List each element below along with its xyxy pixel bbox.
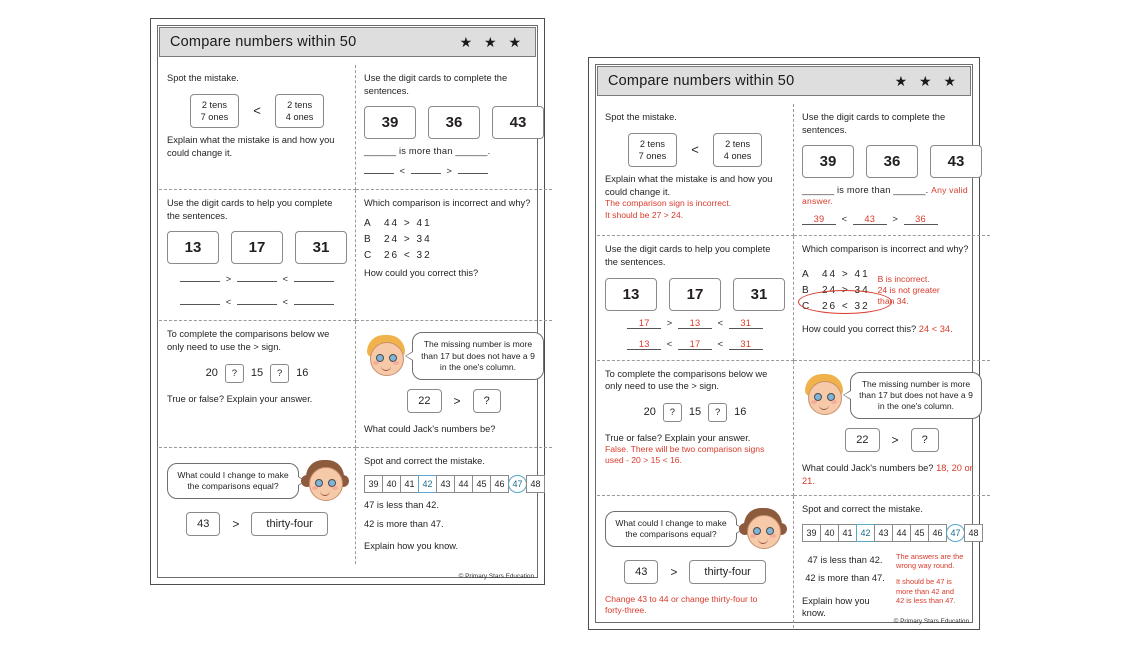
q6-right-value: ? [911, 428, 939, 452]
q3-line-1-answered [605, 318, 785, 329]
footer-credit: © Primary Stars Education [458, 573, 534, 580]
q4-correct-row [802, 324, 982, 334]
option-expression: 24 > 34 [822, 284, 870, 296]
q5-num-2: 15 [688, 406, 702, 419]
q7-speech [605, 507, 785, 551]
q6-speech-bubble: The missing number is more than 17 but does not have a 9 in the one's column. [850, 372, 982, 420]
q7-speech [167, 459, 347, 503]
question-8-answered [794, 496, 990, 628]
strip-cell: 43 [436, 475, 455, 493]
q1-answer-line1: The comparison sign is incorrect. [605, 198, 732, 209]
q6-speech [802, 372, 982, 420]
question-5-answered [597, 361, 794, 497]
q2-sentence: ______ is more than ______. [802, 185, 929, 196]
option-expression: 24 > 34 [384, 233, 432, 245]
q8-line-2: 42 is more than 47. [805, 573, 885, 584]
q1-left-box [628, 133, 678, 168]
question-7-answered [597, 496, 794, 628]
strip-cell: 43 [874, 524, 893, 542]
q6-speech-bubble: The missing number is more than 17 but does not have a 9 in the one's column. [412, 332, 544, 380]
q5-num-3: 16 [296, 367, 309, 380]
q2-compare-blank: < > [364, 163, 544, 176]
q3-digit-cards [605, 278, 785, 311]
face-shape [370, 342, 404, 376]
digit-card: 36 [866, 145, 918, 178]
q8-line-1: 47 is less than 42. [364, 500, 439, 511]
worksheet-blank [150, 18, 545, 585]
q8-note-line1: The answers are the [896, 551, 964, 561]
blank-line [364, 163, 394, 174]
option-label: C [802, 300, 810, 312]
digit-card: 17 [669, 278, 721, 311]
q3-digit-cards [167, 231, 347, 264]
blank-line [294, 271, 334, 282]
q1-right-line1: 2 tens [287, 99, 313, 110]
strip-cell: 45 [910, 524, 929, 542]
question-3-answered [597, 236, 794, 360]
option-expression: 26 < 32 [822, 300, 870, 312]
q6-right-value: ? [473, 389, 501, 413]
q3-l1-a1: 17 [627, 318, 661, 329]
q7-speech-bubble: What could I change to make the comparisons equal? [167, 463, 299, 499]
q1-prompt: Spot the mistake. [605, 112, 677, 122]
q5-comparison [605, 403, 785, 422]
q4-note-line2: 24 is not greater [877, 285, 940, 296]
q6-comparison [364, 389, 544, 413]
q4-option-a [802, 269, 870, 280]
q5-num-1: 20 [205, 367, 218, 380]
strip-cell: 41 [838, 524, 857, 542]
q2-answer-1: 39 [802, 214, 836, 225]
q2-sentence-row [802, 185, 982, 207]
q8-note-line3: It should be 47 is [896, 576, 952, 586]
q5-answer-line2: used - 20 > 15 < 16. [605, 455, 682, 466]
q6-comparison [802, 428, 982, 452]
option-expression: 26 < 32 [384, 249, 432, 261]
q1-right-line2: 4 ones [723, 150, 752, 161]
q2-digit-cards [364, 106, 544, 139]
digit-card: 31 [733, 278, 785, 311]
q4-options [364, 218, 544, 261]
q3-l1-sign2: < [717, 317, 724, 328]
q7-answer-line1: Change 43 to 44 or change thirty-four to [605, 594, 758, 605]
q1-explain: Explain what the mistake is and how you could change it. [605, 174, 773, 197]
q2-answer-2: 43 [853, 214, 887, 225]
q4-options [802, 264, 870, 317]
q1-left-line2: 7 ones [638, 150, 667, 161]
q8-prompt: Spot and correct the mistake. [802, 504, 923, 515]
worksheet-answers [588, 57, 980, 630]
question-2-answered [794, 104, 990, 236]
q6-question: What could Jack's numbers be? [364, 423, 496, 434]
q6-speech [364, 332, 544, 380]
q1-answer-line2: It should be 27 > 24. [605, 209, 684, 220]
strip-cell: 44 [892, 524, 911, 542]
q2-sentence: ______ is more than ______. [364, 146, 491, 157]
boy-avatar-icon [802, 373, 846, 417]
question-grid-blank [159, 65, 541, 564]
q8-explain: Explain how you know. [802, 595, 870, 619]
blank-line [294, 294, 334, 305]
q4-prompt: Which comparison is incorrect and why? [364, 198, 531, 209]
question-2 [356, 65, 552, 190]
digit-card: 13 [167, 231, 219, 264]
q1-right-box [275, 94, 325, 129]
q2-sentence-note: Any valid answer. [802, 185, 968, 207]
q1-sign: < [691, 142, 699, 158]
digit-card: 17 [231, 231, 283, 264]
q4-correct-answer: 24 < 34. [918, 323, 953, 334]
digit-card: 13 [605, 278, 657, 311]
q3-l2-a1: 13 [627, 339, 661, 350]
q7-sign: > [232, 516, 240, 531]
blank-line [411, 163, 441, 174]
digit-card: 39 [802, 145, 854, 178]
question-3 [159, 190, 356, 321]
strip-cell-highlighted: 47 [508, 475, 527, 493]
option-label: B [364, 233, 371, 245]
q1-left-box [190, 94, 240, 129]
q6-left-value: 22 [845, 428, 879, 452]
q4-note-line1: B is incorrect. [877, 273, 930, 284]
question-4-answered [794, 236, 990, 360]
digit-card: 43 [492, 106, 544, 139]
strip-cell: 39 [364, 475, 383, 493]
q5-question: True or false? Explain your answer. [167, 393, 313, 404]
q8-note [896, 548, 982, 606]
q6-question-row [802, 462, 982, 487]
q5-num-1: 20 [643, 406, 656, 419]
strip-cell: 48 [964, 524, 983, 542]
q4-correct-prompt: How could you correct this? [802, 323, 917, 334]
page-title: Compare numbers within 50 [608, 73, 795, 89]
question-7 [159, 448, 356, 564]
q6-sign: > [453, 393, 461, 408]
option-expression: 44 > 41 [384, 217, 432, 229]
q8-explain: Explain how you know. [364, 541, 459, 552]
blank-line [237, 294, 277, 305]
boy-avatar-icon [364, 334, 408, 378]
question-4 [356, 190, 552, 321]
q5-num-3: 16 [734, 406, 747, 419]
girl-avatar-icon [303, 459, 347, 503]
q1-prompt: Spot the mistake. [167, 73, 239, 83]
q3-l1-a3: 31 [729, 318, 763, 329]
q4-option-a [364, 218, 544, 229]
option-label: A [802, 268, 809, 280]
answer-circle-annotation [798, 290, 892, 314]
question-8 [356, 448, 552, 564]
q1-comparison [605, 133, 785, 168]
strip-cell: 48 [526, 475, 545, 493]
girl-avatar-icon [741, 507, 785, 551]
strip-cell: 45 [472, 475, 491, 493]
cheek-left [312, 486, 318, 490]
strip-cell-highlighted: 47 [946, 524, 965, 542]
q3-l1-a2: 13 [678, 318, 712, 329]
question-grid-answers [597, 104, 979, 619]
digit-card: 39 [364, 106, 416, 139]
q7-right-value: thirty-four [251, 512, 327, 536]
question-6-answered [794, 361, 990, 497]
q5-sign-box-2: ? [270, 364, 289, 383]
blank-line [180, 294, 220, 305]
question-1 [159, 65, 356, 190]
q8-body [802, 548, 982, 620]
cheek-right [332, 486, 338, 490]
q4-option-c [364, 250, 544, 261]
option-label: A [364, 217, 371, 229]
q7-answer-line2: forty-three. [605, 605, 647, 616]
q2-compare-answered: 39 < 43 > 36 [802, 214, 982, 225]
q8-note-line2: wrong way round. [896, 561, 955, 571]
q3-prompt: Use the digit cards to help you complete the sentences. [605, 244, 771, 267]
strip-cell: 41 [400, 475, 419, 493]
footer-credit: © Primary Stars Education [893, 618, 969, 625]
digit-card: 43 [930, 145, 982, 178]
q7-sign: > [670, 565, 678, 580]
strip-cell: 46 [490, 475, 509, 493]
q4-note-line3: than 34. [877, 296, 909, 307]
q5-sign-box-1: ? [663, 403, 682, 422]
q8-number-strip [802, 524, 982, 542]
q5-sign-box-2: ? [708, 403, 727, 422]
q7-left-value: 43 [624, 560, 658, 584]
q8-line-1: 47 is less than 42. [807, 554, 883, 565]
strip-cell: 44 [454, 475, 473, 493]
q1-left-line1: 2 tens [201, 99, 227, 110]
q5-question: True or false? Explain your answer. [605, 432, 751, 443]
q3-prompt: Use the digit cards to help you complete the sentences. [167, 198, 333, 221]
q8-number-strip [364, 475, 544, 493]
q6-answer: 18, 20 or 21. [802, 463, 973, 486]
q2-answer-3: 36 [904, 214, 938, 225]
q1-left-line2: 7 ones [200, 111, 229, 122]
q7-left-value: 43 [186, 512, 220, 536]
strip-cell-highlighted: 42 [856, 524, 875, 542]
q3-l2-sign2: < [717, 338, 724, 349]
q3-l2-a3: 31 [729, 339, 763, 350]
blank-line [458, 163, 488, 174]
q3-line-2: < < [167, 294, 347, 307]
q3-line-2-answered [605, 339, 785, 350]
option-expression: 44 > 41 [822, 268, 870, 280]
blank-line [237, 271, 277, 282]
q1-left-line1: 2 tens [639, 138, 665, 149]
digit-card: 31 [295, 231, 347, 264]
face-shape [808, 381, 842, 415]
difficulty-stars: ★ ★ ★ [459, 33, 525, 50]
q4-option-b [364, 234, 544, 245]
q1-sign: < [253, 103, 261, 119]
q4-correct-prompt: How could you correct this? [364, 267, 479, 278]
q5-num-2: 15 [250, 367, 264, 380]
q3-l2-a2: 17 [678, 339, 712, 350]
q2-prompt: Use the digit cards to complete the sentences. [802, 112, 946, 135]
q8-note-line4: more than 42 and [896, 586, 954, 596]
q7-speech-bubble: What could I change to make the comparisons equal? [605, 511, 737, 547]
q5-answer-line1: False. There will be two comparison signs [605, 444, 765, 455]
option-label: C [364, 249, 372, 261]
q2-digit-cards [802, 145, 982, 178]
q8-line-2: 42 is more than 47. [364, 518, 444, 529]
q3-l2-sign1: < [666, 338, 673, 349]
strip-cell: 40 [382, 475, 401, 493]
q6-question: What could Jack's numbers be? [802, 463, 934, 474]
question-1-answered [597, 104, 794, 236]
strip-cell: 46 [928, 524, 947, 542]
q8-note-line5: 42 is less than 47. [896, 596, 956, 606]
question-5 [159, 321, 356, 447]
q1-right-line2: 4 ones [285, 111, 314, 122]
q7-comparison [605, 560, 785, 584]
q5-prompt: To complete the comparisons below we only need to use the > sign. [167, 329, 330, 353]
q2-prompt: Use the digit cards to complete the sentences. [364, 73, 508, 96]
difficulty-stars: ★ ★ ★ [894, 72, 960, 89]
q4-body [802, 256, 982, 317]
q1-comparison [167, 94, 347, 129]
q6-sign: > [891, 433, 899, 448]
q1-right-line1: 2 tens [725, 138, 751, 149]
q5-comparison [167, 364, 347, 383]
q7-comparison [167, 512, 347, 536]
strip-cell: 39 [802, 524, 821, 542]
q7-right-value: thirty-four [689, 560, 765, 584]
q5-prompt: To complete the comparisons below we only need to use the > sign. [605, 368, 768, 392]
q6-left-value: 22 [407, 389, 441, 413]
strip-cell-highlighted: 42 [418, 475, 437, 493]
q1-explain: Explain what the mistake is and how you could change it. [167, 135, 335, 158]
face-shape [747, 515, 781, 549]
question-6 [356, 321, 552, 447]
q3-l1-sign1: > [666, 317, 673, 328]
option-label: B [802, 284, 809, 296]
q8-prompt: Spot and correct the mistake. [364, 455, 485, 466]
q3-line-1: > < [167, 271, 347, 284]
q5-sign-box-1: ? [225, 364, 244, 383]
blank-line [180, 271, 220, 282]
q4-prompt: Which comparison is incorrect and why? [802, 244, 969, 255]
strip-cell: 40 [820, 524, 839, 542]
digit-card: 36 [428, 106, 480, 139]
page-title: Compare numbers within 50 [170, 34, 357, 50]
q1-right-box [713, 133, 763, 168]
